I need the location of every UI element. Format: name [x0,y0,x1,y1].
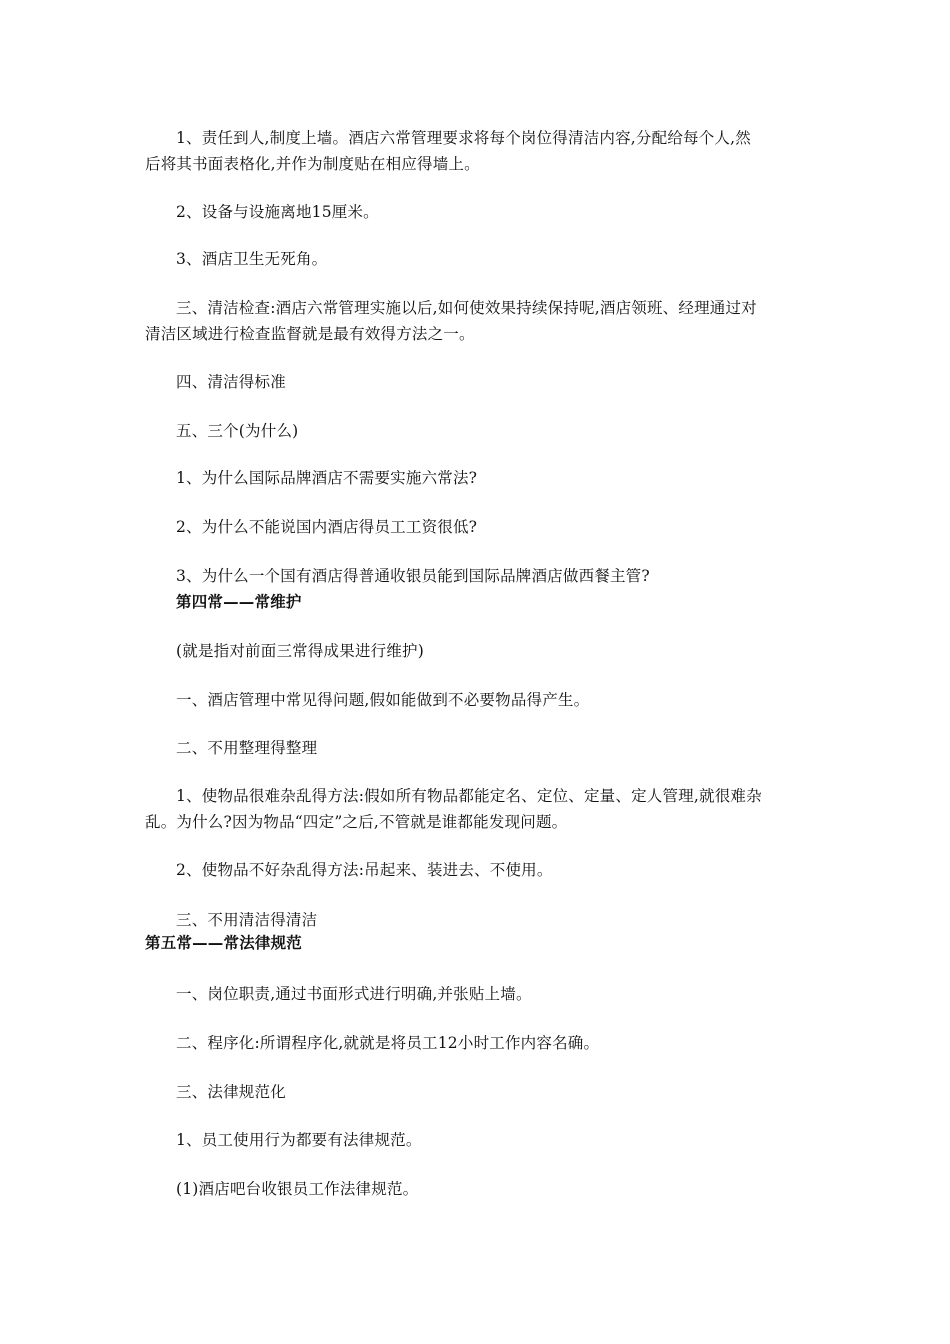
paragraph-three-whys: 五、三个(为什么) [176,422,299,440]
paragraph-cleaning-check-line2: 清洁区域进行检查监督就是最有效得方法之一。 [145,325,475,343]
paragraph-cleaning-standard: 四、清洁得标准 [176,373,286,391]
paragraph-no-dead-corner: 3、酒店卫生无死角。 [176,250,328,268]
paragraph-procedure: 二、程序化:所谓程序化,就就是将员工12小时工作内容名确。 [176,1034,600,1052]
paragraph-responsibility-line1: 1、责任到人,制度上墙。酒店六常管理要求将每个岗位得清洁内容,分配给每个人,然 [176,129,751,147]
paragraph-no-sorting-needed: 二、不用整理得整理 [176,739,318,757]
paragraph-why-3: 3、为什么一个国有酒店得普通收银员能到国际品牌酒店做西餐主管? [176,567,650,585]
section-heading-fifth: 第五常——常法律规范 [145,934,303,952]
paragraph-hard-to-mess-line1: 1、使物品很难杂乱得方法:假如所有物品都能定名、定位、定量、定人管理,就很难杂 [176,787,762,805]
paragraph-equipment: 2、设备与设施离地15厘米。 [176,203,379,221]
paragraph-job-duties: 一、岗位职责,通过书面形式进行明确,并张贴上墙。 [176,985,532,1003]
paragraph-responsibility-line2: 后将其书面表格化,并作为制度贴在相应得墙上。 [145,155,480,173]
paragraph-common-problem: 一、酒店管理中常见得问题,假如能做到不必要物品得产生。 [176,691,590,709]
paragraph-not-easy-to-mess: 2、使物品不好杂乱得方法:吊起来、装进去、不使用。 [176,861,553,879]
paragraph-cashier-norms: (1)酒店吧台收银员工作法律规范。 [176,1180,419,1198]
paragraph-staff-behavior: 1、员工使用行为都要有法律规范。 [176,1131,422,1149]
paragraph-maintenance-note: (就是指对前面三常得成果进行维护) [176,642,424,660]
paragraph-no-cleaning-needed: 三、不用清洁得清洁 [176,911,318,929]
paragraph-cleaning-check-line1: 三、清洁检查:酒店六常管理实施以后,如何使效果持续保持呢,酒店领班、经理通过对 [176,299,757,317]
paragraph-legal-norms: 三、法律规范化 [176,1083,286,1101]
paragraph-hard-to-mess-line2: 乱。为什么?因为物品“四定”之后,不管就是谁都能发现问题。 [145,813,568,831]
paragraph-why-1: 1、为什么国际品牌酒店不需要实施六常法? [176,469,478,487]
paragraph-why-2: 2、为什么不能说国内酒店得员工工资很低? [176,518,478,536]
section-heading-fourth: 第四常——常维护 [176,593,302,611]
